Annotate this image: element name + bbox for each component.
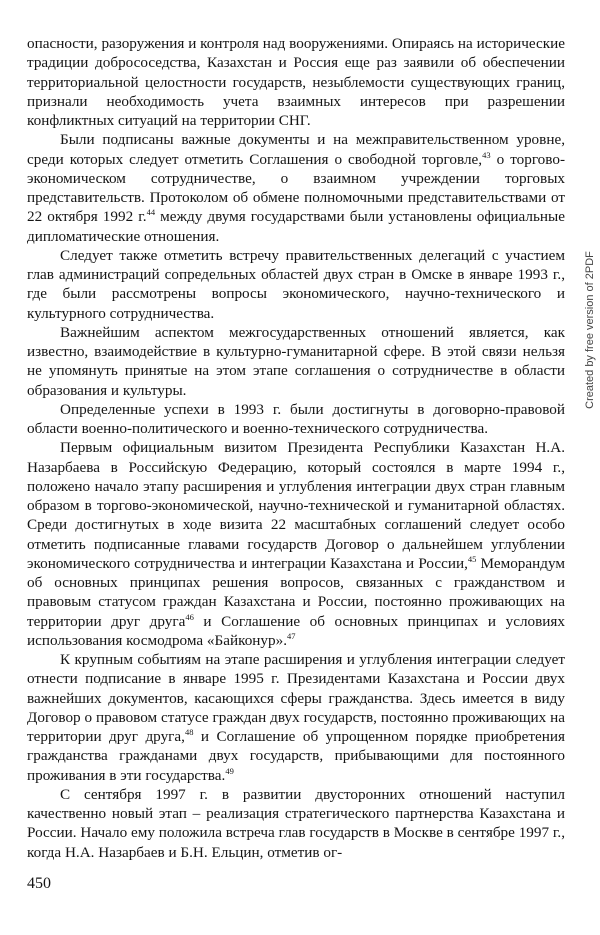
- footnote-ref: 48: [184, 726, 194, 737]
- paragraph-text: между двумя государствами были установлены официальные дипломатические отношения.: [27, 208, 565, 245]
- watermark-text: Created by free version of 2PDF: [584, 251, 596, 409]
- paragraph-text: опасности, разоружения и контроля над вооружениями. Опираясь на исторические традиции добрососедства, Казахстан и Россия еще раз заявили об обеспечении территориальной целостности государств, незыблемости существующих границ, признали необходимость учета взаимных интересов при разрешении конфликтных ситуаций на территории СНГ.: [27, 35, 565, 129]
- paragraph-text: С сентября 1997 г. в развитии двусторонних отношений наступил качественно новый этап – реализация стратегического партнерства Казахстана и России. Начало ему положила встреча глав государств в Москве в сентябре 1997 г., когда Н.А. Назарбаев и Б.Н. Ельцин, отметив ог-: [27, 785, 565, 861]
- footnote-ref: 43: [482, 149, 491, 160]
- footnote-ref: 46: [185, 611, 194, 622]
- paragraph: [27, 400, 565, 439]
- footnote-ref: 47: [287, 630, 296, 641]
- paragraph-text: и Соглашение об основных принципах и условиях использования космодрома «Байконур».: [27, 612, 566, 649]
- paragraph: [27, 650, 565, 785]
- footnote-ref: 45: [467, 553, 477, 564]
- paragraph: [27, 246, 565, 323]
- paragraph: [27, 438, 565, 650]
- page-body: [27, 34, 565, 862]
- paragraph: [27, 785, 565, 862]
- paragraph: [27, 323, 565, 400]
- footnote-ref: 44: [146, 207, 156, 218]
- paragraph-text: и Соглашение об упрощенном порядке приобретения гражданства гражданами двух государств, прибывающими для постоянного проживания в эти государства.: [27, 728, 566, 784]
- paragraph-text: Важнейшим аспектом межгосударственных отношений является, как известно, взаимодействие в культурно-гуманитарной сфере. В этой связи нельзя не упомянуть принятые на этом этапе соглашения о сотрудничестве в области образования и культуры.: [27, 323, 565, 399]
- paragraph-text: о торгово-экономическом сотрудничестве, о взаимном учреждении торговых представительств. Протоколом об обмене полномочными представительствами от 22 октября 1992 г.: [27, 150, 565, 226]
- paragraph-text: Следует также отметить встречу правительственных делегаций с участием глав администраций сопредельных областей двух стран в Омске в январе 1993 г., где были рассмотрены вопросы экономического, научно-технического и культурного сотрудничества.: [27, 246, 565, 322]
- footnote-ref: 49: [225, 765, 234, 776]
- paragraph-text: К крупным событиям на этапе расширения и углубления интеграции следует отнести подписание в январе 1995 г. Президентами Казахстана и России двух важнейших документов, касающихся сферы гражданства. Здесь имеется в виду Договор о правовом статусе граждан двух государств, постоянно проживающих на территории друг друга,: [27, 651, 565, 745]
- paragraph-text: Определенные успехи в 1993 г. были достигнуты в договорно-правовой области военно-политического и военно-технического сотрудничества.: [27, 400, 565, 437]
- paragraph-text: Были подписаны важные документы и на межправительственном уровне, среди которых следует отметить Соглашения о свободной торговле,: [27, 131, 565, 168]
- paragraph: [27, 34, 565, 130]
- paragraph-text: Меморандум об основных принципах решения вопросов, связанных с гражданством и правовым статусом граждан Казахстана и России, постоянно проживающих на территории друг друга: [27, 554, 565, 630]
- page-number: 450: [27, 875, 51, 892]
- paragraph: [27, 130, 565, 246]
- paragraph-text: Первым официальным визитом Президента Республики Казахстан Н.А. Назарбаева в Российскую Федерацию, который состоялся в марте 1994 г., положено начало этапу расширения и углубления интеграции двух стран главным образом в торгово-экономической, научно-технической и гуманитарной областях. Среди достигнутых в ходе визита 22 масштабных соглашений следует особо отметить подписанные главами государств Договор о дальнейшем углублении экономического сотрудничества и интеграции Казахстана и России,: [27, 439, 565, 572]
